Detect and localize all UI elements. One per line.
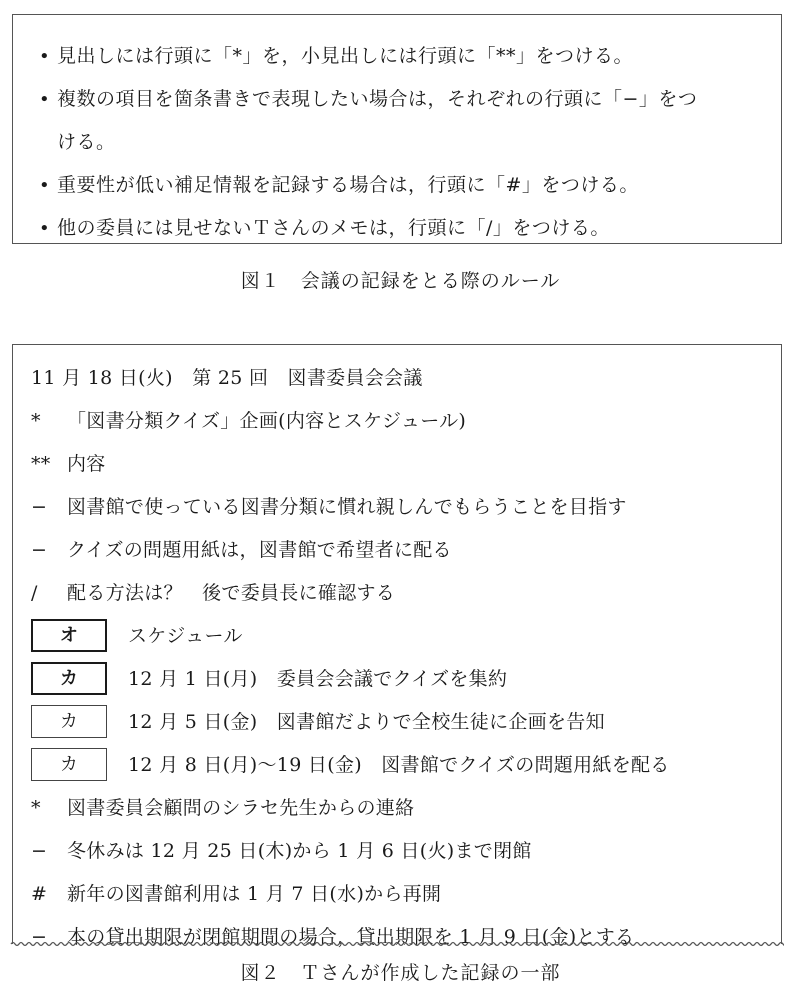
- rule-item: [39, 78, 774, 164]
- line-mark: *: [31, 797, 41, 819]
- line-text: 図書館で使っている図書分類に慣れ親しんでもらうことを目指す: [67, 496, 627, 518]
- minutes-line: [31, 572, 771, 615]
- rules-list: [39, 35, 774, 250]
- slot-line: [31, 615, 771, 658]
- minutes-line: [31, 873, 771, 916]
- minutes-line: [31, 400, 771, 443]
- rule-text: 他の委員には見せないＴさんのメモは，行頭に「/」をつける。: [57, 217, 610, 239]
- line-mark: −: [31, 539, 48, 561]
- rule-text: 見出しには行頭に「*」を，小見出しには行頭に「**」をつける。: [57, 45, 634, 67]
- line-text: 内容: [67, 453, 106, 475]
- line-text: 冬休みは 12 月 25 日(木)から 1 月 6 日(火)まで閉館: [67, 840, 532, 862]
- minutes-line: [31, 787, 771, 830]
- line-mark: −: [31, 496, 48, 518]
- rule-item: [39, 35, 774, 78]
- rule-text: 複数の項目を箇条書きで表現したい場合は，それぞれの行頭に「−」をつ: [57, 88, 698, 110]
- line-text: 12 月 5 日(金) 図書館だよりで全校生徒に企画を告知: [128, 711, 605, 733]
- torn-edge-wave: [10, 938, 784, 952]
- figure1-caption: 図１ 会議の記録をとる際のルール: [240, 270, 561, 292]
- answer-slot-o: オ: [31, 619, 107, 652]
- line-text: スケジュール: [128, 625, 243, 647]
- line-mark: /: [31, 582, 38, 604]
- line-text: 12 月 1 日(月) 委員会会議でクイズを集約: [128, 668, 508, 690]
- minutes-line: [31, 529, 771, 572]
- bullet: •: [39, 46, 51, 67]
- line-text: 「図書分類クイズ」企画(内容とスケジュール): [67, 410, 467, 432]
- line-text: 本の貸出期限が閉館期間の場合，貸出期限を 1 月 9 日(金)とする: [67, 926, 635, 948]
- minutes-line: [31, 443, 771, 486]
- line-mark: *: [31, 410, 41, 432]
- bullet: •: [39, 218, 51, 239]
- line-mark: **: [31, 453, 51, 475]
- rules-box: [12, 14, 782, 244]
- line-text: 11 月 18 日(火) 第 25 回 図書委員会会議: [31, 367, 423, 389]
- line-mark: −: [31, 926, 48, 948]
- rule-item: [39, 164, 774, 207]
- rule-text: 重要性が低い補足情報を記録する場合は，行頭に「#」をつける。: [57, 174, 639, 196]
- minutes-lines: [31, 357, 771, 959]
- line-text: 図書委員会顧問のシラセ先生からの連絡: [67, 797, 415, 819]
- line-text: 配る方法は？ 後で委員長に確認する: [67, 582, 396, 604]
- slot-line: [31, 658, 771, 701]
- line-mark: #: [31, 883, 48, 905]
- line-text: クイズの問題用紙は，図書館で希望者に配る: [67, 539, 452, 561]
- line-text: 12 月 8 日(月)～19 日(金) 図書館でクイズの問題用紙を配る: [128, 754, 670, 776]
- rule-item: [39, 207, 774, 250]
- rule-text-continued: ける。: [57, 131, 116, 153]
- answer-slot-ka: カ: [31, 705, 107, 738]
- slot-line: [31, 744, 771, 787]
- minutes-line: [31, 830, 771, 873]
- minutes-line: [31, 357, 771, 400]
- line-mark: −: [31, 840, 48, 862]
- answer-slot-ka: カ: [31, 748, 107, 781]
- minutes-box: [12, 344, 782, 948]
- answer-slot-ka: カ: [31, 662, 107, 695]
- figure2-caption: 図２ Ｔさんが作成した記録の一部: [240, 962, 561, 984]
- line-text: 新年の図書館利用は 1 月 7 日(水)から再開: [67, 883, 442, 905]
- bullet: •: [39, 89, 51, 110]
- slot-line: [31, 701, 771, 744]
- bullet: •: [39, 175, 51, 196]
- minutes-line: [31, 486, 771, 529]
